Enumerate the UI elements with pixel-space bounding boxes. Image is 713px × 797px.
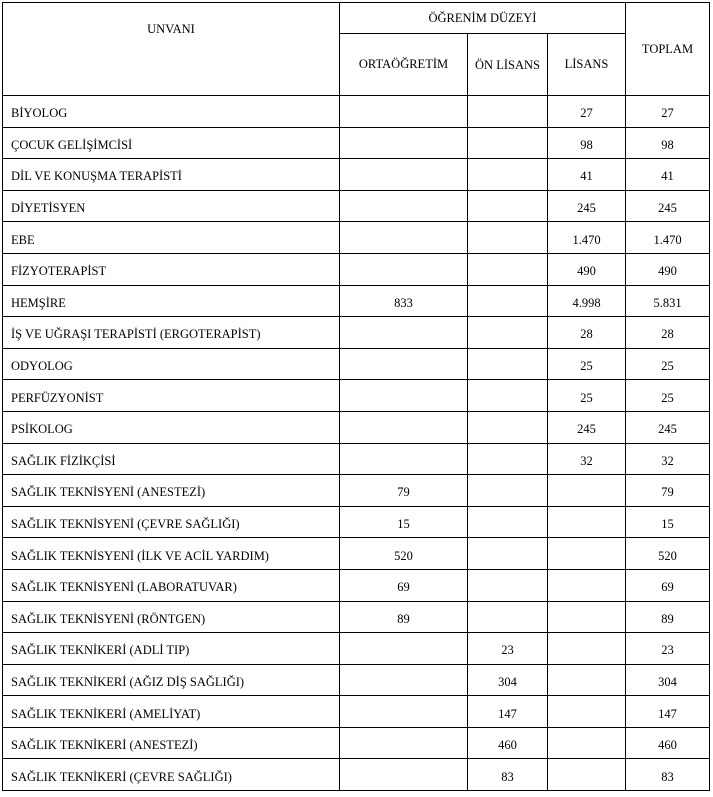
cell-ortaogretim xyxy=(340,411,468,443)
cell-lisans: 1.470 xyxy=(548,222,626,254)
row-title: ODYOLOG xyxy=(3,348,340,380)
cell-total: 25 xyxy=(626,380,710,412)
cell-on-lisans xyxy=(468,190,548,222)
cell-total: 32 xyxy=(626,443,710,475)
row-title: DİL VE KONUŞMA TERAPİSTİ xyxy=(3,159,340,191)
table-row xyxy=(3,380,710,412)
header-total: TOPLAM xyxy=(626,3,710,96)
row-title: SAĞLIK TEKNİSYENİ (ÇEVRE SAĞLIĞI) xyxy=(3,506,340,538)
table-row xyxy=(3,506,710,538)
row-title: SAĞLIK TEKNİKERİ (ANESTEZİ) xyxy=(3,727,340,759)
cell-ortaogretim: 15 xyxy=(340,506,468,538)
cell-ortaogretim xyxy=(340,696,468,728)
cell-on-lisans xyxy=(468,96,548,128)
cell-ortaogretim xyxy=(340,127,468,159)
cell-on-lisans: 304 xyxy=(468,664,548,696)
header-ortaogretim: ORTAÖĞRETİM xyxy=(340,34,468,96)
cell-total: 15 xyxy=(626,506,710,538)
cell-on-lisans xyxy=(468,506,548,538)
table-row xyxy=(3,727,710,759)
cell-lisans xyxy=(548,538,626,570)
cell-on-lisans: 23 xyxy=(468,633,548,665)
cell-ortaogretim xyxy=(340,159,468,191)
cell-on-lisans xyxy=(468,348,548,380)
table-row xyxy=(3,569,710,601)
row-title: SAĞLIK TEKNİKERİ (ÇEVRE SAĞLIĞI) xyxy=(3,759,340,791)
row-title: İŞ VE UĞRAŞI TERAPİSTİ (ERGOTERAPİST) xyxy=(3,317,340,349)
row-title: SAĞLIK TEKNİSYENİ (ANESTEZİ) xyxy=(3,475,340,507)
table-row xyxy=(3,411,710,443)
cell-on-lisans xyxy=(468,411,548,443)
cell-total: 245 xyxy=(626,411,710,443)
row-title: SAĞLIK TEKNİSYENİ (LABORATUVAR) xyxy=(3,569,340,601)
cell-lisans xyxy=(548,569,626,601)
cell-total: 41 xyxy=(626,159,710,191)
cell-on-lisans xyxy=(468,475,548,507)
cell-ortaogretim xyxy=(340,96,468,128)
cell-total: 83 xyxy=(626,759,710,791)
cell-ortaogretim: 520 xyxy=(340,538,468,570)
header-lisans: LİSANS xyxy=(548,34,626,96)
cell-ortaogretim xyxy=(340,633,468,665)
staff-table xyxy=(2,2,710,791)
row-title: SAĞLIK TEKNİSYENİ (RÖNTGEN) xyxy=(3,601,340,633)
table-row xyxy=(3,222,710,254)
cell-on-lisans: 147 xyxy=(468,696,548,728)
table-row xyxy=(3,159,710,191)
row-title: SAĞLIK TEKNİSYENİ (İLK VE ACİL YARDIM) xyxy=(3,538,340,570)
table-row xyxy=(3,285,710,317)
row-title: ÇOCUK GELİŞİMCİSİ xyxy=(3,127,340,159)
cell-ortaogretim xyxy=(340,443,468,475)
row-title: BİYOLOG xyxy=(3,96,340,128)
cell-total: 520 xyxy=(626,538,710,570)
cell-total: 490 xyxy=(626,253,710,285)
cell-total: 23 xyxy=(626,633,710,665)
cell-ortaogretim xyxy=(340,222,468,254)
row-title: SAĞLIK TEKNİKERİ (AMELİYAT) xyxy=(3,696,340,728)
cell-lisans xyxy=(548,696,626,728)
cell-lisans: 41 xyxy=(548,159,626,191)
row-title: SAĞLIK TEKNİKERİ (ADLİ TIP) xyxy=(3,633,340,665)
cell-ortaogretim: 79 xyxy=(340,475,468,507)
row-title: SAĞLIK FİZİKÇİSİ xyxy=(3,443,340,475)
cell-total: 5.831 xyxy=(626,285,710,317)
cell-ortaogretim xyxy=(340,253,468,285)
cell-lisans: 27 xyxy=(548,96,626,128)
cell-on-lisans: 83 xyxy=(468,759,548,791)
cell-ortaogretim xyxy=(340,317,468,349)
cell-ortaogretim xyxy=(340,727,468,759)
table-row xyxy=(3,538,710,570)
cell-on-lisans xyxy=(468,317,548,349)
table-row xyxy=(3,127,710,159)
table-row xyxy=(3,664,710,696)
header-education-level: ÖĞRENİM DÜZEYİ xyxy=(340,3,626,34)
cell-on-lisans xyxy=(468,443,548,475)
cell-total: 69 xyxy=(626,569,710,601)
cell-on-lisans xyxy=(468,127,548,159)
cell-lisans xyxy=(548,664,626,696)
cell-on-lisans xyxy=(468,380,548,412)
row-title: DİYETİSYEN xyxy=(3,190,340,222)
cell-ortaogretim xyxy=(340,380,468,412)
cell-on-lisans xyxy=(468,538,548,570)
cell-on-lisans xyxy=(468,569,548,601)
cell-lisans xyxy=(548,601,626,633)
row-title: PERFÜZYONİST xyxy=(3,380,340,412)
cell-total: 98 xyxy=(626,127,710,159)
cell-lisans: 98 xyxy=(548,127,626,159)
table-row xyxy=(3,253,710,285)
table-body xyxy=(3,96,710,791)
cell-on-lisans xyxy=(468,285,548,317)
cell-total: 89 xyxy=(626,601,710,633)
cell-lisans: 25 xyxy=(548,380,626,412)
table-row xyxy=(3,96,710,128)
cell-lisans xyxy=(548,506,626,538)
cell-ortaogretim: 89 xyxy=(340,601,468,633)
row-title: SAĞLIK TEKNİKERİ (AĞIZ DİŞ SAĞLIĞI) xyxy=(3,664,340,696)
cell-on-lisans: 460 xyxy=(468,727,548,759)
cell-total: 245 xyxy=(626,190,710,222)
cell-ortaogretim: 833 xyxy=(340,285,468,317)
table-row xyxy=(3,348,710,380)
header-on-lisans: ÖN LİSANS xyxy=(468,34,548,96)
cell-on-lisans xyxy=(468,159,548,191)
cell-on-lisans xyxy=(468,601,548,633)
cell-lisans xyxy=(548,727,626,759)
cell-lisans xyxy=(548,633,626,665)
cell-lisans: 32 xyxy=(548,443,626,475)
cell-ortaogretim: 69 xyxy=(340,569,468,601)
cell-lisans: 245 xyxy=(548,411,626,443)
cell-total: 147 xyxy=(626,696,710,728)
cell-ortaogretim xyxy=(340,348,468,380)
cell-ortaogretim xyxy=(340,664,468,696)
cell-total: 28 xyxy=(626,317,710,349)
cell-total: 460 xyxy=(626,727,710,759)
header-title: UNVANI xyxy=(3,3,340,96)
cell-lisans xyxy=(548,759,626,791)
table-row xyxy=(3,633,710,665)
row-title: FİZYOTERAPİST xyxy=(3,253,340,285)
row-title: EBE xyxy=(3,222,340,254)
table-row xyxy=(3,443,710,475)
cell-lisans: 245 xyxy=(548,190,626,222)
table-header xyxy=(3,3,710,96)
table-row xyxy=(3,475,710,507)
table-row xyxy=(3,601,710,633)
cell-ortaogretim xyxy=(340,190,468,222)
cell-lisans: 28 xyxy=(548,317,626,349)
cell-total: 304 xyxy=(626,664,710,696)
cell-total: 1.470 xyxy=(626,222,710,254)
row-title: HEMŞİRE xyxy=(3,285,340,317)
cell-on-lisans xyxy=(468,222,548,254)
cell-total: 79 xyxy=(626,475,710,507)
cell-lisans: 25 xyxy=(548,348,626,380)
table-row xyxy=(3,190,710,222)
cell-total: 27 xyxy=(626,96,710,128)
table-row xyxy=(3,759,710,791)
cell-lisans xyxy=(548,475,626,507)
cell-total: 25 xyxy=(626,348,710,380)
row-title: PSİKOLOG xyxy=(3,411,340,443)
cell-ortaogretim xyxy=(340,759,468,791)
cell-lisans: 490 xyxy=(548,253,626,285)
cell-on-lisans xyxy=(468,253,548,285)
table-row xyxy=(3,317,710,349)
cell-lisans: 4.998 xyxy=(548,285,626,317)
table-row xyxy=(3,696,710,728)
